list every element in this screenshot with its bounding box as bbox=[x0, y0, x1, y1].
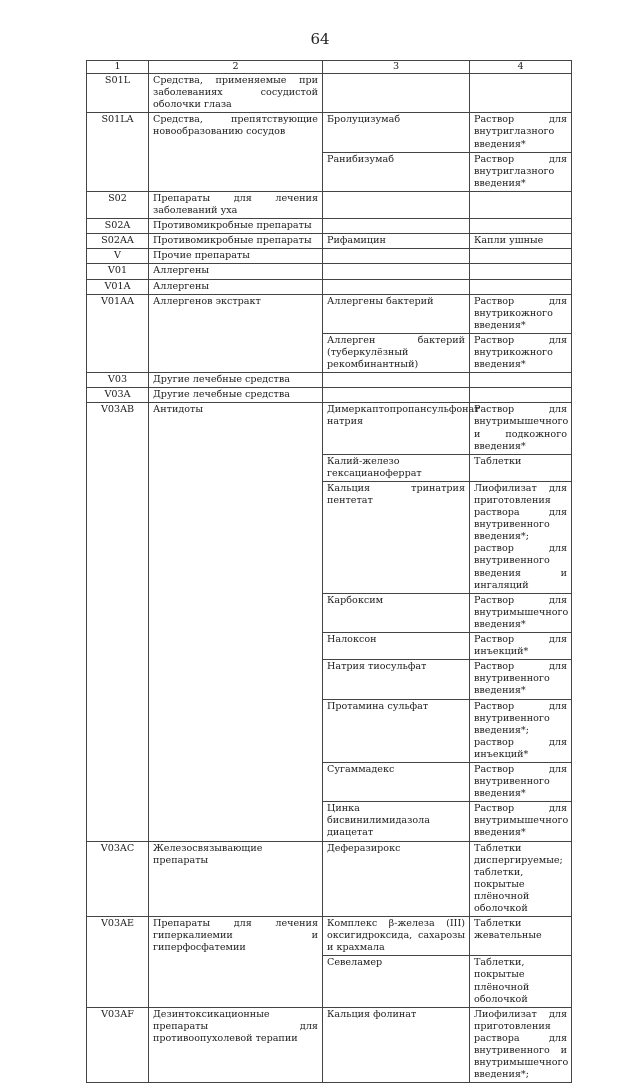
dosage-form-cell bbox=[470, 249, 572, 264]
dosage-form-cell: Раствор для внутримышечного и подкожного введения* bbox=[470, 403, 572, 454]
atc-code-cell: V01AA bbox=[87, 294, 149, 373]
drug-name-cell: Сугаммадекс bbox=[323, 762, 470, 801]
drug-group-cell: Противомикробные препараты bbox=[149, 234, 323, 249]
atc-code-cell: S02A bbox=[87, 219, 149, 234]
drug-group-cell: Железосвязывающие препараты bbox=[149, 841, 323, 917]
drug-name-cell bbox=[323, 279, 470, 294]
table-row bbox=[87, 249, 572, 264]
atc-code-cell: V03AE bbox=[87, 917, 149, 1008]
table-row bbox=[87, 294, 572, 333]
atc-code-cell: S02AA bbox=[87, 234, 149, 249]
table-row bbox=[87, 403, 572, 454]
dosage-form-cell: Капли ушные bbox=[470, 234, 572, 249]
dosage-form-cell bbox=[470, 74, 572, 113]
table-row bbox=[87, 1007, 572, 1083]
drug-name-cell: Цинка бисвинилимидазола диацетат bbox=[323, 802, 470, 841]
drug-name-cell bbox=[323, 249, 470, 264]
drug-name-cell: Комплекс β-железа (III) оксигидроксида, сахарозы и крахмала bbox=[323, 917, 470, 956]
drug-group-cell: Препараты для лечения заболеваний уха bbox=[149, 191, 323, 218]
table-row bbox=[87, 373, 572, 388]
drug-name-cell bbox=[323, 264, 470, 279]
dosage-form-cell: Раствор для внутривенного введения* bbox=[470, 660, 572, 699]
drug-name-cell: Бролуцизумаб bbox=[323, 113, 470, 152]
drug-group-cell: Другие лечебные средства bbox=[149, 373, 323, 388]
dosage-form-cell: Таблетки жевательные bbox=[470, 917, 572, 956]
table-row bbox=[87, 917, 572, 956]
dosage-form-cell: Лиофилизат для приготовления раствора для внутривенного и внутримышечного введения*; bbox=[470, 1007, 572, 1083]
dosage-form-cell: Таблетки диспергируемые; таблетки, покрытые плёночной оболочкой bbox=[470, 841, 572, 917]
atc-code-cell: V bbox=[87, 249, 149, 264]
drug-name-cell: Ранибизумаб bbox=[323, 152, 470, 191]
drug-group-cell: Средства, препятствующие новообразованию сосудов bbox=[149, 113, 323, 192]
drug-group-cell: Аллергены bbox=[149, 264, 323, 279]
dosage-form-cell bbox=[470, 191, 572, 218]
dosage-form-cell bbox=[470, 373, 572, 388]
table-row bbox=[87, 388, 572, 403]
dosage-form-cell bbox=[470, 219, 572, 234]
dosage-form-cell: Раствор для внутриглазного введения* bbox=[470, 113, 572, 152]
table-row bbox=[87, 264, 572, 279]
dosage-form-cell: Раствор для инъекций* bbox=[470, 633, 572, 660]
drug-group-cell: Антидоты bbox=[149, 403, 323, 841]
drug-name-cell: Калий-железо гексацианоферрат bbox=[323, 454, 470, 481]
dosage-form-cell: Раствор для внутримышечного введения* bbox=[470, 593, 572, 632]
atc-code-cell: S01L bbox=[87, 74, 149, 113]
drug-group-cell: Препараты для лечения гиперкалиемии и гиперфосфатемии bbox=[149, 917, 323, 1008]
atc-code-cell: V03 bbox=[87, 373, 149, 388]
drug-name-cell: Налоксон bbox=[323, 633, 470, 660]
atc-code-cell: V03AB bbox=[87, 403, 149, 841]
drug-group-cell: Аллергенов экстракт bbox=[149, 294, 323, 373]
drug-name-cell bbox=[323, 74, 470, 113]
table-row bbox=[87, 191, 572, 218]
dosage-form-cell bbox=[470, 264, 572, 279]
dosage-form-cell: Раствор для внутрикожного введения* bbox=[470, 333, 572, 372]
column-header: 1 bbox=[87, 61, 149, 74]
drug-name-cell: Аллерген бактерий (туберкулёзный рекомбинантный) bbox=[323, 333, 470, 372]
drug-group-cell: Другие лечебные средства bbox=[149, 388, 323, 403]
drug-name-cell: Деферазирокс bbox=[323, 841, 470, 917]
drug-group-cell: Противомикробные препараты bbox=[149, 219, 323, 234]
drug-name-cell: Аллергены бактерий bbox=[323, 294, 470, 333]
drug-group-cell: Дезинтоксикационные препараты для противоопухолевой терапии bbox=[149, 1007, 323, 1083]
dosage-form-cell bbox=[470, 388, 572, 403]
table-row bbox=[87, 841, 572, 917]
table-row bbox=[87, 279, 572, 294]
table-row bbox=[87, 113, 572, 152]
atc-code-cell: S01LA bbox=[87, 113, 149, 192]
drug-name-cell: Севеламер bbox=[323, 956, 470, 1007]
table-row bbox=[87, 219, 572, 234]
dosage-form-cell: Раствор для внутриглазного введения* bbox=[470, 152, 572, 191]
dosage-form-cell: Раствор для внутримышечного введения* bbox=[470, 802, 572, 841]
drug-name-cell bbox=[323, 191, 470, 218]
dosage-form-cell: Таблетки bbox=[470, 454, 572, 481]
drug-name-cell bbox=[323, 388, 470, 403]
atc-code-cell: V01 bbox=[87, 264, 149, 279]
column-header: 4 bbox=[470, 61, 572, 74]
drug-name-cell: Димеркаптопропансульфонат натрия bbox=[323, 403, 470, 454]
drug-table bbox=[86, 60, 572, 1083]
page-number: 64 bbox=[310, 30, 330, 48]
drug-name-cell bbox=[323, 219, 470, 234]
drug-name-cell: Натрия тиосульфат bbox=[323, 660, 470, 699]
drug-name-cell: Кальция фолинат bbox=[323, 1007, 470, 1083]
drug-group-cell: Прочие препараты bbox=[149, 249, 323, 264]
drug-group-cell: Аллергены bbox=[149, 279, 323, 294]
dosage-form-cell: Раствор для внутрикожного введения* bbox=[470, 294, 572, 333]
column-header: 2 bbox=[149, 61, 323, 74]
atc-code-cell: V03AC bbox=[87, 841, 149, 917]
atc-code-cell: V03A bbox=[87, 388, 149, 403]
drug-group-cell: Средства, применяемые при заболеваниях сосудистой оболочки глаза bbox=[149, 74, 323, 113]
table-row bbox=[87, 74, 572, 113]
atc-code-cell: S02 bbox=[87, 191, 149, 218]
atc-code-cell: V03AF bbox=[87, 1007, 149, 1083]
drug-name-cell: Протамина сульфат bbox=[323, 699, 470, 762]
table-header-row bbox=[87, 61, 572, 74]
drug-name-cell: Карбоксим bbox=[323, 593, 470, 632]
table-row bbox=[87, 234, 572, 249]
dosage-form-cell: Таблетки, покрытые плёночной оболочкой bbox=[470, 956, 572, 1007]
drug-table-body bbox=[87, 61, 572, 1083]
column-header: 3 bbox=[323, 61, 470, 74]
drug-name-cell bbox=[323, 373, 470, 388]
drug-name-cell: Кальция тринатрия пентетат bbox=[323, 481, 470, 593]
dosage-form-cell: Лиофилизат для приготовления раствора для внутривенного введения*; раствор для внутривенного введения и ингаляций bbox=[470, 481, 572, 593]
dosage-form-cell: Раствор для внутривенного введения*; раствор для инъекций* bbox=[470, 699, 572, 762]
dosage-form-cell bbox=[470, 279, 572, 294]
atc-code-cell: V01A bbox=[87, 279, 149, 294]
dosage-form-cell: Раствор для внутривенного введения* bbox=[470, 762, 572, 801]
drug-name-cell: Рифамицин bbox=[323, 234, 470, 249]
